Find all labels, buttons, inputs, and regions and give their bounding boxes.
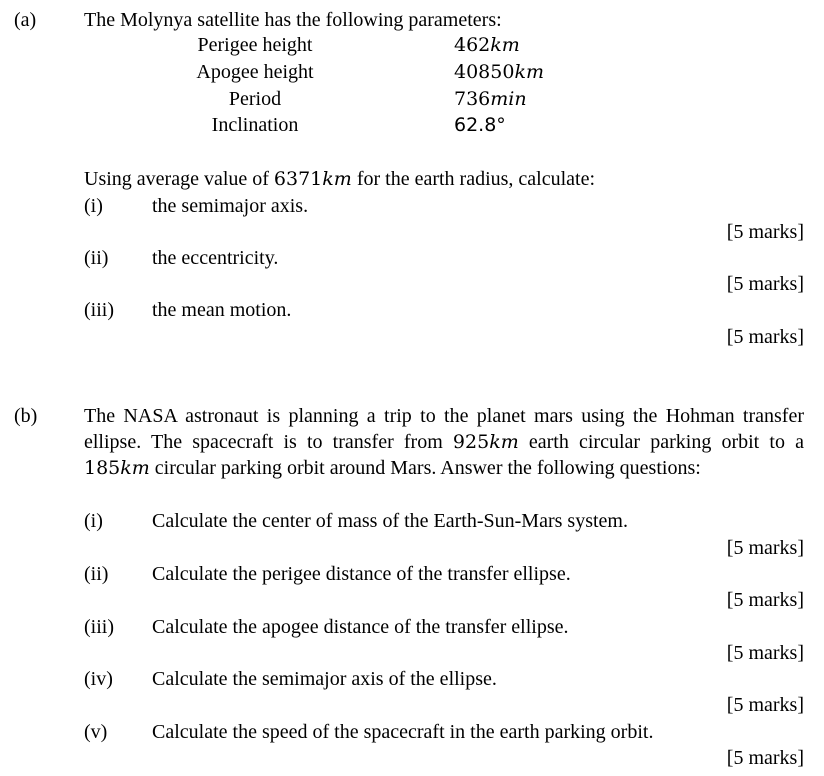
marks-label: [5 marks] <box>726 589 804 611</box>
marks-label: [5 marks] <box>726 747 804 769</box>
part-a-intro: The Molynya satellite has the following parameters: <box>84 9 502 31</box>
marks-label: [5 marks] <box>726 642 804 664</box>
param-value: 736min <box>454 88 527 110</box>
question-number: (ii) <box>84 563 109 585</box>
question-number: (iii) <box>84 616 114 638</box>
part-b-paragraph: The NASA astronaut is planning a trip to the planet mars using the Hohman transfer ellipse. The spacecraft is to transfer from 925km earth circular parking orbit to a 185km circular parking orbit around Mars. Answer the following questions: <box>84 405 804 479</box>
question-number: (i) <box>84 510 103 532</box>
question-number: (iv) <box>84 668 113 690</box>
question-text: Calculate the center of mass of the Earth-Sun-Mars system. <box>152 510 628 532</box>
question-text: Calculate the apogee distance of the transfer ellipse. <box>152 616 569 638</box>
part-a-label: (a) <box>14 9 37 31</box>
param-value: 40850km <box>454 61 544 83</box>
param-name: Inclination <box>211 114 299 136</box>
question-number: (iii) <box>84 299 114 321</box>
marks-label: [5 marks] <box>726 694 804 716</box>
question-text: Calculate the perigee distance of the transfer ellipse. <box>152 563 571 585</box>
question-text: the semimajor axis. <box>152 195 309 217</box>
question-text: the mean motion. <box>152 299 292 321</box>
param-value: 62.8° <box>454 114 506 136</box>
question-text: Calculate the speed of the spacecraft in the earth parking orbit. <box>152 721 654 743</box>
question-number: (ii) <box>84 247 109 269</box>
param-name: Period <box>228 88 282 110</box>
param-name: Apogee height <box>196 61 314 83</box>
question-number: (v) <box>84 721 108 743</box>
question-text: the eccentricity. <box>152 247 279 269</box>
marks-label: [5 marks] <box>726 273 804 295</box>
question-number: (i) <box>84 195 103 217</box>
marks-label: [5 marks] <box>726 221 804 243</box>
marks-label: [5 marks] <box>726 326 804 348</box>
param-name: Perigee height <box>197 34 313 56</box>
part-a-task: Using average value of 6371km for the earth radius, calculate: <box>84 168 596 190</box>
part-b-label: (b) <box>14 405 38 427</box>
question-text: Calculate the semimajor axis of the ellipse. <box>152 668 497 690</box>
marks-label: [5 marks] <box>726 537 804 559</box>
param-value: 462km <box>454 34 520 56</box>
